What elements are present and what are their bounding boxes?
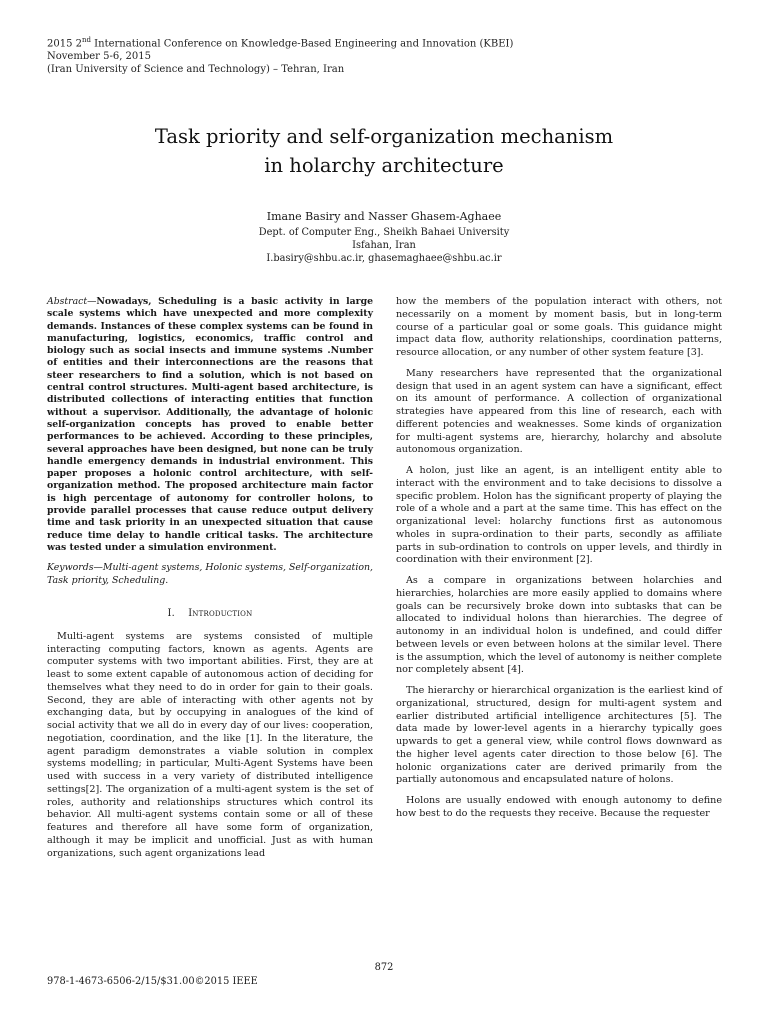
section-number: I.: [167, 608, 175, 620]
left-column: [47, 296, 373, 868]
page-number: 872: [374, 962, 394, 973]
intro-paragraph-2: how the members of the population interact with others, not necessarily on a moment by moment basis, but in long-term course of a particular goal or some goals. This guidance might impact data flow, authority relationships, coordination patterns, resource allocation, or any number of other system feature [3].: [396, 296, 722, 358]
authors: Imane Basiry and Nasser Ghasem-Aghaee: [266, 210, 502, 223]
right-column: [396, 296, 722, 829]
department: Dept. of Computer Eng., Sheikh Bahaei University: [258, 227, 510, 238]
intro-paragraph-3: Many researchers have represented that the organizational design that used in an agent system can have a significant, effect on its amount of performance. A collection of organizational strategies have appeared from this line of research, each with different potencies and weaknesses. Some kinds of organization for multi-agent systems are, hierarchy, holarchy and absolute autonomous organization.: [396, 367, 722, 456]
copyright-footer: 978-1-4673-6506-2/15/$31.00©2015 IEEE: [47, 976, 258, 987]
affiliation: [0, 226, 768, 265]
conference-line-1: 2015 2nd International Conference on Knowledge-Based Engineering and Innovation (KBEI): [47, 36, 514, 50]
conference-header: [47, 34, 513, 76]
intro-paragraph-5: As a compare in organizations between holarchies and hierarchies, holarchies are more easily applied to domains where goals can be recursively broke down into subtasks that can be allocated to individual holons than hierarchies. The degree of autonomy in an individual holon is undefined, and could differ between levels or even between holons at the similar level. There is the assumption, which the level of autonomy is neither complete nor completely absent [4].: [396, 575, 722, 676]
abstract-text: Nowadays, Scheduling is a basic activity in large scale systems which have unexpected and more complexity demands. Instances of these complex systems can be found in manufacturing, logistics, economics, traffic control and biology such as social insects and immune systems .Number of entities and their interconnections are the reasons that steer researchers to find a solution, which is not based on central control structures. Multi-agent based architecture, is distributed collections of interacting entities that function without a supervisor. Additionally, the advantage of holonic self-organization concepts has proved to enable better performances to be achieved. According to these principles, several approaches have been designed, but none can be truly handle emergency demands in industrial environment. This paper proposes a holonic control architecture, with self-organization method. The proposed architecture main factor is high percentage of autonomy for controller holons, to provide parallel processes that cause reduce output delivery time and task priority in an unexpected situation that cause reduce time delay to handle critical tasks. The architecture was tested under a simulation environment.: [47, 296, 373, 553]
abstract-label: Abstract—: [47, 296, 97, 307]
paper-title-line-2: in holarchy architecture: [264, 154, 504, 177]
abstract: [47, 296, 373, 554]
email: I.basiry@shbu.ac.ir, ghasemaghaee@shbu.ac.ir: [266, 253, 502, 264]
paper-title: [0, 122, 768, 180]
paper-title-line-1: Task priority and self-organization mechanism: [154, 125, 614, 148]
conference-venue: (Iran University of Science and Technology) – Tehran, Iran: [47, 64, 345, 76]
city: Isfahan, Iran: [352, 240, 416, 251]
intro-paragraph-6: The hierarchy or hierarchical organization is the earliest kind of organizational, structured, design for multi-agent system and earlier distributed artificial intelligence architectures [5]. The data made by lower-level agents in a hierarchy typically goes upwards to get a general view, while control flows downward as the higher level agents cater direction to those below [6]. The holonic organizations cater are derived primarily from the partially autonomous and encapsulated nature of holons.: [396, 685, 722, 786]
intro-paragraph-7: Holons are usually endowed with enough autonomy to define how best to do the requests they receive. Because the requester: [396, 795, 722, 819]
conference-date: November 5-6, 2015: [47, 51, 152, 63]
section-title: Introduction: [188, 608, 253, 620]
intro-paragraph-4: A holon, just like an agent, is an intelligent entity able to interact with the environment and to take decisions to dissolve a specific problem. Holon has the significant property of playing the role of a whole and a part at the same time. This has effect on the organizational level: holarchy functions first as autonomous wholes in supra-ordination to their parts, secondly as affiliate parts in sub-ordination to controls on upper levels, and thirdly in coordination with their environment [2].: [396, 465, 722, 566]
keywords: Keywords—Multi-agent systems, Holonic systems, Self-organization, Task priority, Scheduling.: [47, 562, 373, 586]
section-heading: [47, 608, 373, 621]
intro-paragraph-1: Multi-agent systems are systems consisted of multiple interacting computing factors, known as agents. Agents are computer systems with two important abilities. First, they are at least to some extent capable of autonomous action of deciding for themselves what they need to do in order for gain to their goals. Second, they are able of interacting with other agents not by exchanging data, but by occupying in analogues of the kind of social activity that we all do in every day of our lives: cooperation, negotiation, coordination, and the like [1]. In the literature, the agent paradigm demonstrates a viable solution in complex systems modelling; in particular, Multi-Agent Systems have been used with success in a very variety of distributed intelligence settings[2]. The organization of a multi-agent system is the set of roles, authority and relationships structures which control its behavior. All multi-agent systems contain some or all of these features and therefore all have some form of organization, although it may be implicit and unofficial. Just as with human organizations, such agent organizations lead: [47, 630, 373, 859]
